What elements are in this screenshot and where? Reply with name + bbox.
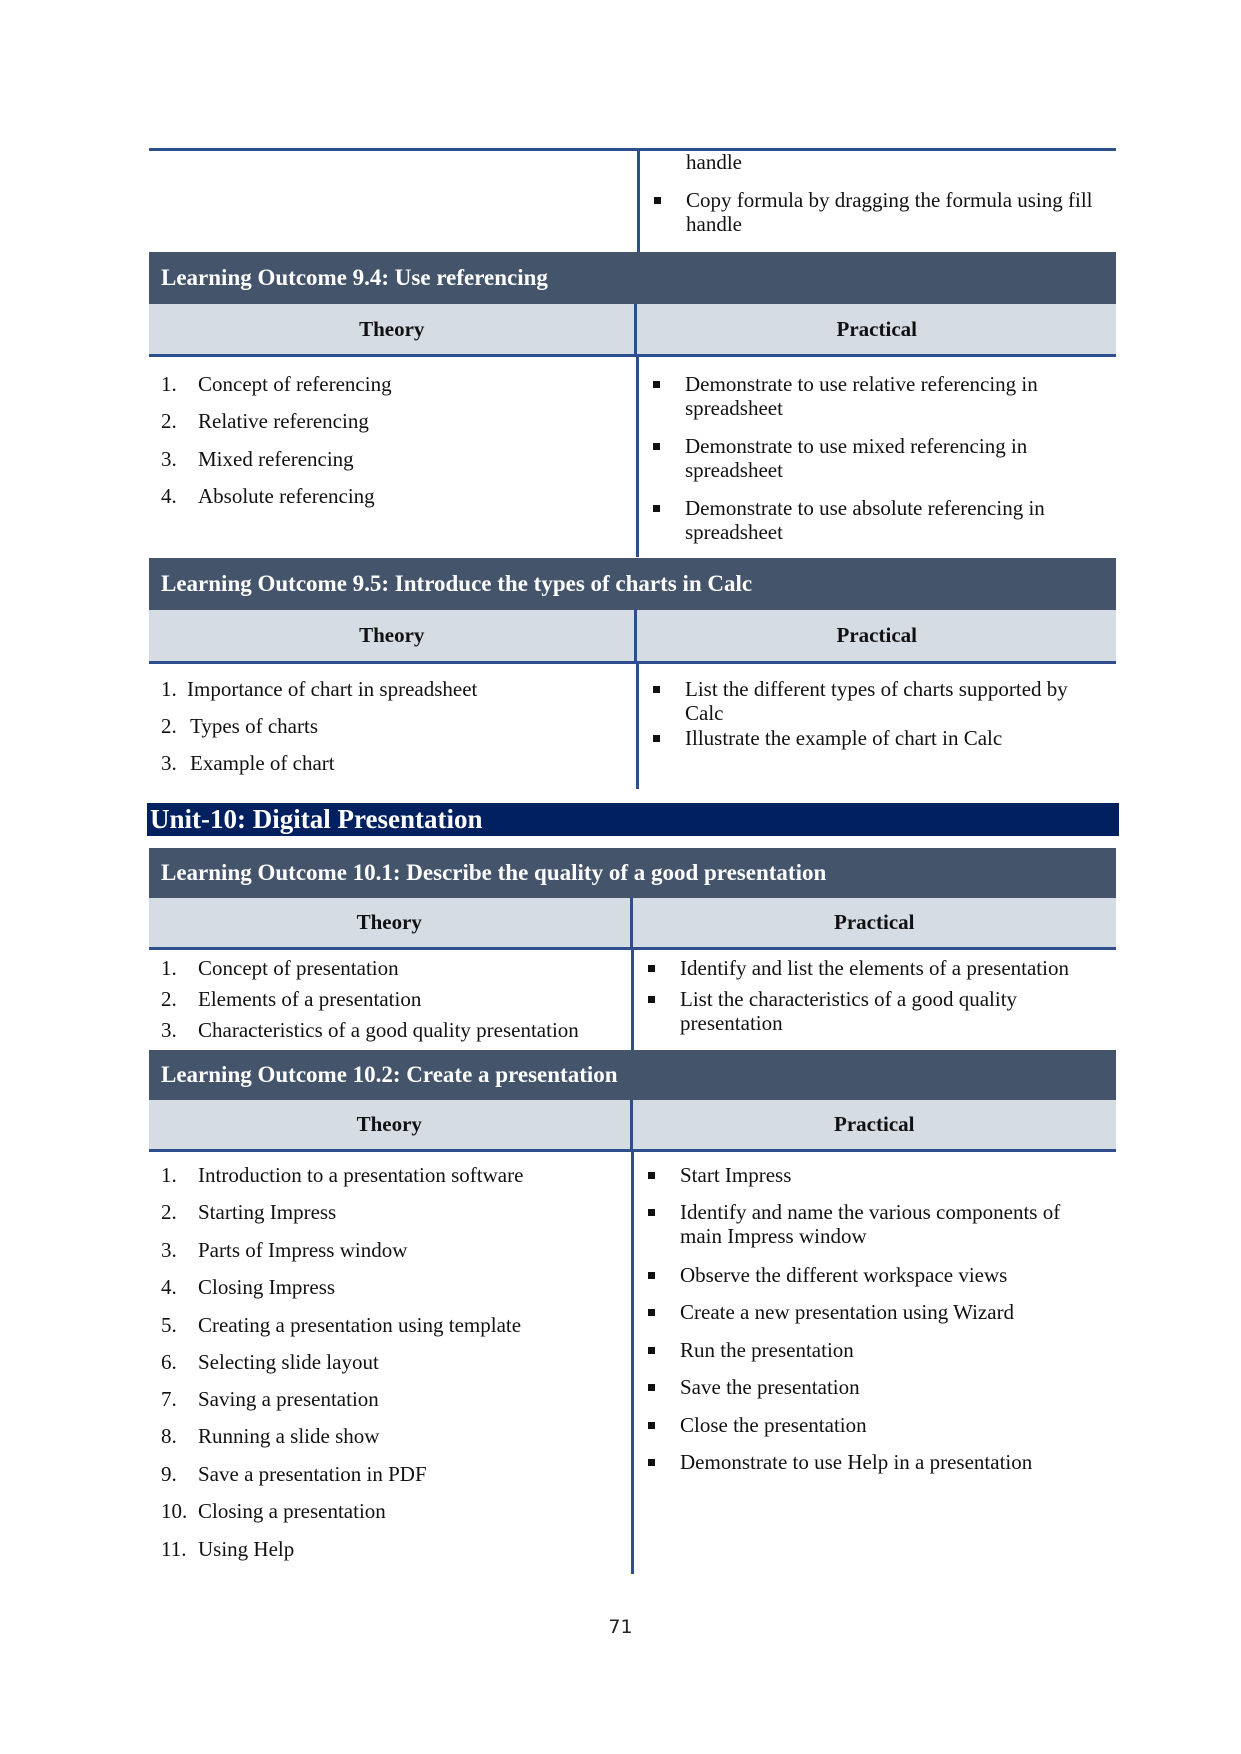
bullet-icon <box>653 443 660 450</box>
learning-outcome-10-1-header: Learning Outcome 10.1: Describe the quality of a good presentation <box>149 848 1116 898</box>
bullet-icon <box>648 1347 655 1354</box>
bullet-icon <box>654 197 661 204</box>
continued-bullet-item: Copy formula by dragging the formula using fill handle <box>686 188 1106 236</box>
theory-list-item: 3. Parts of Impress window <box>161 1238 408 1262</box>
lo95-column-headers <box>149 610 1116 664</box>
practical-bullet-item: Identify and list the elements of a presentation <box>680 956 1110 980</box>
theory-list-item: 7. Saving a presentation <box>161 1387 379 1411</box>
theory-list-item: 10. Closing a presentation <box>161 1499 386 1523</box>
lo94-body <box>149 357 1116 557</box>
practical-bullet-item: Save the presentation <box>680 1375 1100 1399</box>
theory-list-item: 8. Running a slide show <box>161 1424 380 1448</box>
theory-list-item: 9. Save a presentation in PDF <box>161 1462 427 1486</box>
theory-list-item: 2. Starting Impress <box>161 1200 337 1224</box>
practical-bullet-item: Demonstrate to use mixed referencing in spreadsheet <box>685 434 1105 482</box>
bullet-icon <box>653 686 660 693</box>
practical-bullet-item: Identify and name the various components of main Impress window <box>680 1200 1100 1248</box>
theory-list-item: 1. Importance of chart in spreadsheet <box>161 677 478 701</box>
theory-header: Theory <box>356 910 422 934</box>
practical-header: Practical <box>630 1100 1117 1149</box>
practical-bullet-item: Create a new presentation using Wizard <box>680 1300 1100 1324</box>
bullet-icon <box>648 965 655 972</box>
theory-list-item: 3. Characteristics of a good quality presentation <box>161 1018 579 1042</box>
unit-heading: Unit-10: Digital Presentation <box>147 803 1119 836</box>
lo95-body <box>149 664 1116 789</box>
theory-list-item: 3. Mixed referencing <box>161 447 354 471</box>
continued-practical-cell <box>637 150 1118 252</box>
lo95-theory-cell <box>149 664 636 789</box>
bullet-icon <box>653 505 660 512</box>
practical-header: Practical <box>634 304 1116 354</box>
theory-list-item: 4. Closing Impress <box>161 1275 336 1299</box>
practical-header: Practical <box>630 898 1117 947</box>
practical-bullet-item: List the characteristics of a good quality presentation <box>680 987 1080 1035</box>
theory-list-item: 1. Concept of referencing <box>161 372 392 396</box>
theory-list-item: 1. Introduction to a presentation software <box>161 1163 524 1187</box>
theory-list-item: 1. Concept of presentation <box>161 956 399 980</box>
theory-list-item: 11. Using Help <box>161 1537 295 1561</box>
continued-line: handle <box>686 150 742 174</box>
bullet-icon <box>648 996 655 1003</box>
practical-header: Practical <box>634 610 1116 661</box>
lo101-practical-cell <box>631 950 1116 1050</box>
theory-list-item: 3. Example of chart <box>161 751 335 775</box>
learning-outcome-10-2-header: Learning Outcome 10.2: Create a presentation <box>149 1050 1116 1100</box>
practical-bullet-item: List the different types of charts supported by Calc <box>685 677 1105 725</box>
bullet-icon <box>648 1209 655 1216</box>
lo101-column-headers <box>149 898 1116 950</box>
theory-list-item: 4. Absolute referencing <box>161 484 375 508</box>
lo94-theory-cell <box>149 357 636 557</box>
page-number: 71 <box>608 1616 633 1638</box>
practical-bullet-item: Start Impress <box>680 1163 1100 1187</box>
theory-header: Theory <box>359 316 425 341</box>
practical-bullet-item: Illustrate the example of chart in Calc <box>685 726 1105 750</box>
lo102-body <box>149 1152 1116 1574</box>
lo102-practical-cell <box>631 1152 1116 1574</box>
bullet-icon <box>648 1422 655 1429</box>
bullet-icon <box>648 1309 655 1316</box>
lo102-theory-cell <box>149 1152 631 1574</box>
practical-bullet-item: Observe the different workspace views <box>680 1263 1100 1287</box>
lo101-theory-cell <box>149 950 631 1050</box>
practical-bullet-item: Demonstrate to use Help in a presentation <box>680 1450 1100 1474</box>
theory-header: Theory <box>359 623 425 647</box>
theory-list-item: 5. Creating a presentation using template <box>161 1313 522 1337</box>
bullet-icon <box>648 1272 655 1279</box>
theory-header: Theory <box>356 1112 422 1136</box>
practical-bullet-item: Close the presentation <box>680 1413 1100 1437</box>
bullet-icon <box>648 1384 655 1391</box>
theory-list-item: 2. Relative referencing <box>161 409 369 433</box>
lo94-practical-cell <box>636 357 1116 557</box>
learning-outcome-9-4-header: Learning Outcome 9.4: Use referencing <box>149 252 1116 304</box>
bullet-icon <box>648 1459 655 1466</box>
bullet-icon <box>648 1172 655 1179</box>
theory-list-item: 2. Types of charts <box>161 714 318 738</box>
lo95-practical-cell <box>636 664 1116 789</box>
lo94-column-headers <box>149 304 1116 357</box>
bullet-icon <box>653 735 660 742</box>
lo102-column-headers <box>149 1100 1116 1152</box>
practical-bullet-item: Demonstrate to use absolute referencing in spreadsheet <box>685 496 1105 544</box>
theory-list-item: 2. Elements of a presentation <box>161 987 422 1011</box>
lo101-body <box>149 950 1116 1050</box>
practical-bullet-item: Run the presentation <box>680 1338 1100 1362</box>
practical-bullet-item: Demonstrate to use relative referencing in spreadsheet <box>685 372 1105 420</box>
bullet-icon <box>653 381 660 388</box>
learning-outcome-9-5-header: Learning Outcome 9.5: Introduce the types of charts in Calc <box>149 558 1116 610</box>
theory-list-item: 6. Selecting slide layout <box>161 1350 379 1374</box>
